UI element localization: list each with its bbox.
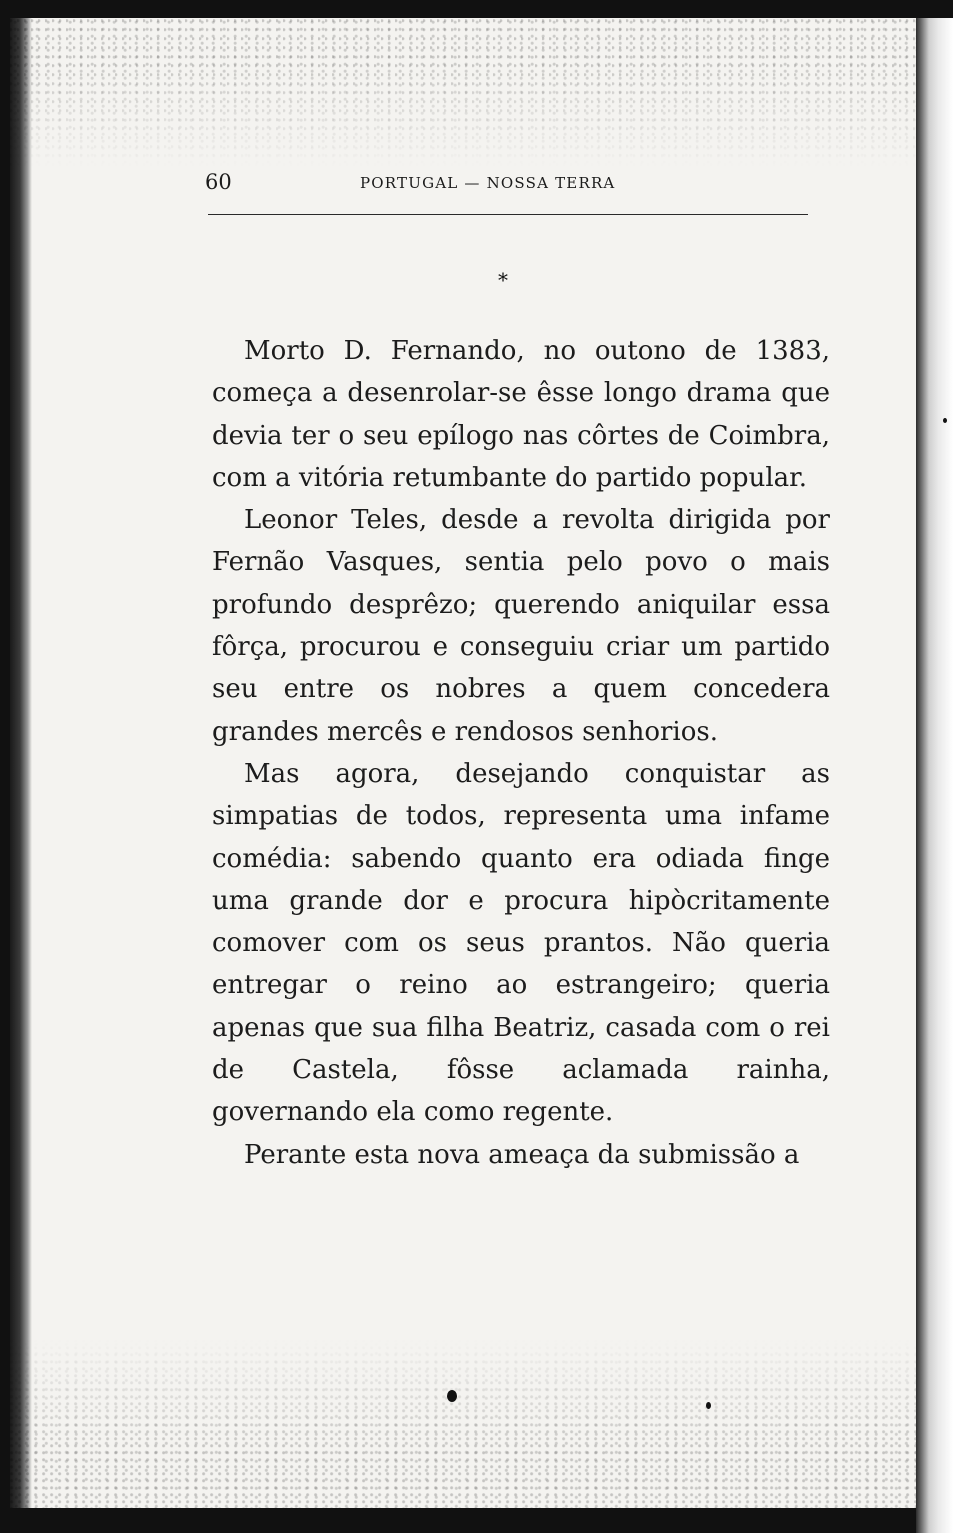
running-title: PORTUGAL — NOSSA TERRA	[360, 174, 616, 192]
scan-noise-top	[10, 18, 916, 168]
book-gutter	[10, 18, 32, 1508]
section-ornament: *	[498, 268, 508, 292]
scan-noise-bottom	[10, 1338, 916, 1508]
ink-speck	[447, 1390, 457, 1402]
running-head	[205, 168, 815, 208]
header-rule	[208, 214, 808, 215]
paragraph-3: Mas agora, desejando conquistar as simpatias de todos, representa uma infame comédia: sabendo quanto era odiada finge uma grande dor e procura hipòcritamente comover com os seus prantos. Não queria entregar o reino ao estrangeiro; queria apenas que sua filha Beatriz, casada com o rei de Castela, fôsse aclamada rainha, governando ela como regente.	[212, 758, 830, 1128]
ink-speck	[706, 1402, 711, 1409]
paragraph-2: Leonor Teles, desde a revolta dirigida por Fernão Vasques, sentia pelo povo o mais profundo desprêzo; querendo aniquilar essa fôrça, procurou e conseguiu criar um partido seu entre os nobres a quem concedera grandes mercês e rendosos senhorios.	[212, 505, 830, 747]
page-number: 60	[205, 170, 232, 194]
paragraph-4: Perante esta nova ameaça da submissão a	[244, 1139, 800, 1170]
ink-speck	[943, 418, 947, 423]
page-edge-right	[916, 18, 953, 1533]
body-text	[212, 330, 830, 1176]
paragraph-1: Morto D. Fernando, no outono de 1383, começa a desenrolar-se êsse longo drama que devia ter o seu epílogo nas côrtes de Coimbra, com a vitória retumbante do partido popular.	[212, 336, 830, 493]
